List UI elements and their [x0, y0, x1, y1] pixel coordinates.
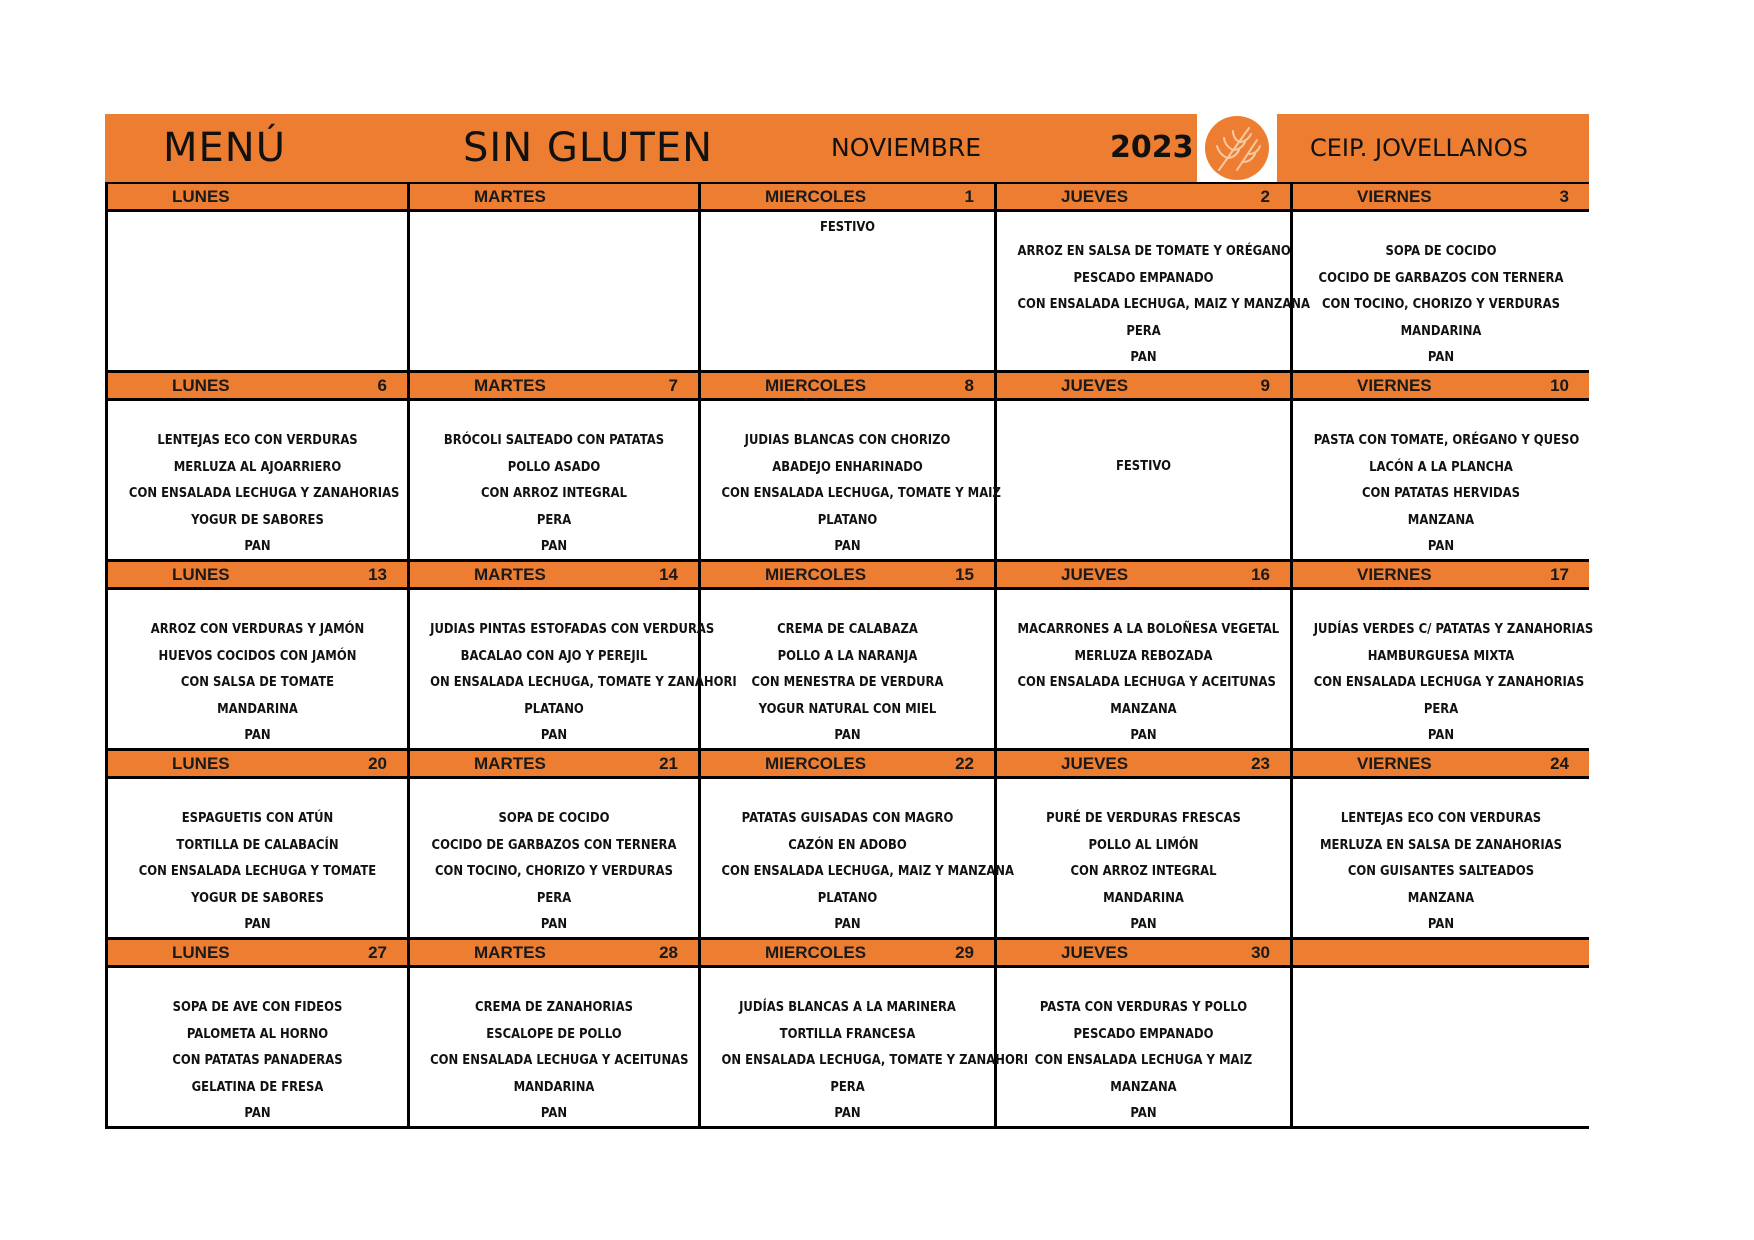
day-number: 30 [1251, 943, 1270, 962]
day-cell [108, 370, 410, 559]
day-header [410, 370, 698, 401]
day-cell [997, 370, 1293, 559]
day-cell [410, 748, 701, 937]
meal-item: CON MENESTRA DE VERDURA [751, 674, 944, 691]
day-menu [1293, 401, 1589, 559]
meal-item: POLLO ASADO [507, 458, 601, 475]
day-cell [410, 937, 701, 1126]
day-cell [701, 370, 1001, 559]
meal-item: JUDÍAS VERDES C/ PATATAS Y ZANAHORIAS [1313, 621, 1594, 637]
meal-item: CON PATATAS HERVIDAS [1361, 485, 1521, 502]
day-cell [1293, 748, 1589, 937]
day-number: 24 [1550, 754, 1569, 773]
meal-item: JUDÍAS BLANCAS A LA MARINERA [739, 999, 956, 1015]
menu-month: NOVIEMBRE [831, 133, 982, 162]
day-cell [701, 182, 997, 370]
meal-item: PURÉ DE VERDURAS FRESCAS [1046, 810, 1241, 826]
day-header [1293, 937, 1589, 968]
day-number: 16 [1251, 565, 1270, 584]
meal-item: CON ARROZ INTEGRAL [480, 485, 628, 502]
day-cell [1293, 937, 1589, 1126]
day-header [410, 559, 698, 590]
meal-list [108, 994, 407, 1127]
day-menu [1293, 779, 1589, 937]
meal-item: JUDIAS BLANCAS CON CHORIZO [744, 432, 951, 448]
meal-list [997, 805, 1290, 938]
day-name: LUNES [172, 565, 230, 584]
meal-item: PERA [536, 889, 572, 906]
meal-item: PAN [540, 538, 568, 555]
day-cell [997, 748, 1293, 937]
meal-list [997, 994, 1290, 1127]
day-header [1293, 559, 1589, 590]
meal-item: MANDARINA [1103, 889, 1184, 906]
day-name: JUEVES [1061, 943, 1129, 962]
day-number: 14 [659, 565, 678, 584]
meal-item: PESCADO EMPANADO [1073, 1025, 1214, 1042]
meal-item: PAN [1427, 916, 1455, 933]
meal-item: BACALAO CON AJO Y PEREJIL [460, 647, 648, 664]
meal-item: PATATAS GUISADAS CON MAGRO [741, 810, 954, 826]
meal-item: YOGUR DE SABORES [191, 889, 324, 906]
meal-item: PALOMETA AL HORNO [186, 1025, 329, 1042]
day-number: 15 [955, 565, 974, 584]
title-bar [105, 114, 1589, 182]
day-menu [410, 590, 737, 748]
meal-list [1293, 427, 1589, 560]
meal-item: PAN [834, 538, 861, 555]
meal-item: PERA [1126, 322, 1161, 339]
day-name: LUNES [172, 943, 230, 962]
meal-list [410, 616, 737, 749]
menu-year: 2023 [1110, 130, 1194, 165]
meal-item: CON ENSALADA LECHUGA Y MAIZ [1034, 1052, 1253, 1069]
week-row [108, 370, 1589, 559]
day-number: 21 [659, 754, 678, 773]
day-number: 8 [964, 376, 974, 395]
meal-item: CREMA DE ZANAHORIAS [475, 999, 633, 1015]
meal-item: PAN [540, 727, 568, 744]
menu-type: SIN GLUTEN [463, 125, 714, 171]
day-cell [701, 937, 1029, 1126]
day-number: 29 [955, 943, 974, 962]
meal-item: POLLO A LA NARANJA [777, 647, 918, 664]
day-header [701, 937, 994, 968]
meal-item: PAN [1130, 1105, 1157, 1122]
day-header [701, 748, 994, 779]
day-name: VIERNES [1357, 187, 1432, 206]
day-number: 22 [955, 754, 974, 773]
day-name: MIERCOLES [765, 565, 867, 584]
day-number: 13 [368, 565, 387, 584]
day-name: JUEVES [1061, 565, 1129, 584]
day-menu [997, 968, 1290, 1126]
meal-list [410, 805, 698, 938]
day-menu [701, 779, 1015, 937]
day-header [108, 182, 407, 212]
day-number: 27 [368, 943, 387, 962]
meal-item: HUEVOS COCIDOS CON JAMÓN [158, 647, 357, 664]
meal-item: CON ENSALADA LECHUGA, MAIZ Y MANZANA [721, 863, 1015, 880]
meal-item: MANZANA [1407, 511, 1475, 528]
meal-item: YOGUR DE SABORES [191, 511, 324, 528]
wheat-icon [1197, 114, 1277, 182]
meal-list [1293, 238, 1589, 371]
day-name: JUEVES [1061, 754, 1129, 773]
school-name: CEIP. JOVELLANOS [1310, 134, 1528, 162]
week-row [108, 559, 1594, 748]
day-header [997, 937, 1290, 968]
day-menu [108, 401, 407, 559]
day-menu [701, 968, 1029, 1126]
day-number: 23 [1251, 754, 1270, 773]
day-name: LUNES [172, 754, 230, 773]
meal-item: PERA [1423, 700, 1459, 717]
day-header [997, 370, 1290, 401]
meal-item: FESTIVO [819, 219, 876, 235]
day-cell [108, 937, 410, 1126]
meal-item: COCIDO DE GARBAZOS CON TERNERA [1318, 269, 1564, 286]
meal-item: ON ENSALADA LECHUGA, TOMATE Y ZANAHORI [721, 1052, 1029, 1069]
day-cell [108, 748, 410, 937]
meal-item: CON TOCINO, CHORIZO Y VERDURAS [1322, 296, 1560, 313]
day-header [701, 370, 994, 401]
meal-item: SOPA DE AVE CON FIDEOS [172, 999, 343, 1015]
meal-item: ON ENSALADA LECHUGA, TOMATE Y ZANAHORI [430, 674, 737, 691]
day-menu [108, 212, 407, 370]
day-number: 7 [668, 376, 678, 395]
day-cell [410, 182, 701, 370]
day-number: 28 [659, 943, 678, 962]
meal-list [1293, 805, 1589, 938]
day-name: MARTES [474, 565, 546, 584]
meal-item: MANDARINA [217, 700, 298, 717]
meal-item: PAN [1130, 349, 1157, 366]
meal-item: SOPA DE COCIDO [1385, 243, 1497, 259]
menu-title: MENÚ [163, 125, 286, 171]
meal-item: CREMA DE CALABAZA [777, 621, 918, 637]
meal-item: MERLUZA REBOZADA [1074, 647, 1213, 664]
meal-item: PAN [244, 1105, 271, 1122]
day-cell [997, 182, 1311, 370]
meal-item: YOGUR NATURAL CON MIEL [758, 700, 937, 717]
meal-item: CON ARROZ INTEGRAL [1070, 863, 1217, 880]
meal-item: CON TOCINO, CHORIZO Y VERDURAS [435, 863, 673, 880]
week-row [108, 748, 1589, 937]
day-number: 1 [964, 187, 974, 206]
meal-item: HAMBURGUESA MIXTA [1367, 647, 1515, 664]
day-cell [108, 182, 410, 370]
day-header [410, 182, 698, 212]
day-number: 17 [1550, 565, 1569, 584]
meal-list [997, 238, 1311, 371]
meal-item: SOPA DE COCIDO [498, 810, 610, 826]
meal-list [701, 994, 1029, 1127]
meal-item: PAN [244, 727, 271, 744]
meal-item: MANZANA [1407, 889, 1475, 906]
day-header [1293, 370, 1589, 401]
meal-item: LENTEJAS ECO CON VERDURAS [1340, 810, 1542, 826]
meal-item: PAN [1130, 916, 1157, 933]
day-cell [997, 559, 1293, 748]
day-name: VIERNES [1357, 376, 1432, 395]
day-header [701, 559, 994, 590]
day-header [108, 748, 407, 779]
meal-list [108, 427, 407, 560]
day-menu [1293, 212, 1589, 370]
meal-item: CON ENSALADA LECHUGA Y ZANAHORIAS [128, 485, 400, 502]
meal-item: COCIDO DE GARBAZOS CON TERNERA [431, 836, 677, 853]
day-header [1293, 748, 1589, 779]
meal-item: BRÓCOLI SALTEADO CON PATATAS [443, 432, 665, 448]
day-name: MARTES [474, 376, 546, 395]
meal-item: PAN [1427, 349, 1455, 366]
meal-item: ARROZ EN SALSA DE TOMATE Y ORÉGANO [1017, 243, 1291, 259]
meal-list [701, 616, 994, 749]
day-name: MARTES [474, 187, 546, 206]
meal-item: CON ENSALADA LECHUGA, MAIZ Y MANZANA [1017, 296, 1311, 313]
day-menu [997, 401, 1290, 559]
meal-item: PAN [1427, 727, 1455, 744]
day-header [997, 182, 1290, 212]
meal-item: TORTILLA FRANCESA [779, 1025, 916, 1042]
meal-item: TORTILLA DE CALABACÍN [176, 836, 339, 853]
meal-item: PAN [540, 916, 568, 933]
day-name: MIERCOLES [765, 187, 867, 206]
day-header [1293, 182, 1589, 212]
day-cell [410, 370, 701, 559]
day-number: 6 [377, 376, 387, 395]
meal-item: ARROZ CON VERDURAS Y JAMÓN [150, 621, 365, 637]
day-name: VIERNES [1357, 565, 1432, 584]
day-menu [410, 212, 698, 370]
day-header [410, 748, 698, 779]
meal-item: CON PATATAS PANADERAS [172, 1052, 343, 1069]
day-cell [410, 559, 737, 748]
day-name: VIERNES [1357, 754, 1432, 773]
day-header [108, 559, 407, 590]
day-name: JUEVES [1061, 187, 1129, 206]
day-menu [108, 968, 407, 1126]
meal-item: PAN [1427, 538, 1455, 555]
day-menu [997, 212, 1311, 370]
day-menu [1293, 590, 1594, 748]
day-header [410, 937, 698, 968]
meal-list [997, 453, 1290, 480]
day-name: LUNES [172, 187, 230, 206]
meal-item: PASTA CON VERDURAS Y POLLO [1039, 999, 1248, 1015]
meal-item: CAZÓN EN ADOBO [788, 836, 907, 853]
week-row [108, 182, 1589, 370]
day-menu [997, 779, 1290, 937]
meal-item: PLATANO [524, 700, 584, 717]
day-header [701, 182, 994, 212]
meal-item: LACÓN A LA PLANCHA [1369, 458, 1513, 475]
meal-list [410, 994, 698, 1127]
meal-item: POLLO AL LIMÓN [1088, 836, 1199, 853]
day-name: MIERCOLES [765, 943, 867, 962]
day-menu [410, 401, 698, 559]
meal-item: PERA [830, 1078, 865, 1095]
meal-list [108, 805, 407, 938]
day-header [997, 559, 1290, 590]
meal-item: MANZANA [1110, 700, 1177, 717]
meal-item: PAN [244, 538, 271, 555]
day-cell [701, 748, 1015, 937]
day-number: 9 [1260, 376, 1270, 395]
meal-item: ESCALOPE DE POLLO [486, 1025, 622, 1042]
day-cell [1293, 559, 1594, 748]
day-cell [1293, 370, 1589, 559]
meal-item: PLATANO [817, 889, 878, 906]
day-number: 20 [368, 754, 387, 773]
meal-item: MACARRONES A LA BOLOÑESA VEGETAL [1017, 621, 1280, 637]
meal-item: MERLUZA AL AJOARRIERO [173, 458, 342, 475]
meal-item: FESTIVO [1115, 458, 1172, 474]
day-cell [1293, 182, 1589, 370]
meal-item: PAN [834, 1105, 861, 1122]
meal-item: ABADEJO ENHARINADO [772, 458, 923, 475]
day-name: JUEVES [1061, 376, 1129, 395]
day-number: 10 [1550, 376, 1569, 395]
meal-item: PASTA CON TOMATE, ORÉGANO Y QUESO [1313, 432, 1580, 448]
meal-item: CON ENSALADA LECHUGA Y ACEITUNAS [1017, 674, 1276, 691]
day-number: 2 [1260, 187, 1270, 206]
day-name: MARTES [474, 754, 546, 773]
day-menu [410, 779, 698, 937]
day-cell [701, 559, 997, 748]
meal-item: PAN [834, 916, 861, 933]
meal-item: PAN [1130, 727, 1157, 744]
day-cell [108, 559, 410, 748]
meal-item: PAN [540, 1105, 568, 1122]
day-menu [701, 590, 994, 748]
menu-calendar [105, 182, 1594, 1129]
meal-list [108, 616, 407, 749]
meal-item: MANDARINA [1400, 322, 1482, 339]
day-name: MIERCOLES [765, 376, 867, 395]
day-menu [108, 779, 407, 937]
day-name: MIERCOLES [765, 754, 867, 773]
meal-list [701, 214, 994, 241]
day-menu [1293, 968, 1589, 1126]
week-row [108, 937, 1589, 1126]
logo [1197, 114, 1277, 182]
meal-item: CON ENSALADA LECHUGA Y ACEITUNAS [430, 1052, 689, 1069]
day-header [997, 748, 1290, 779]
meal-item: PESCADO EMPANADO [1073, 269, 1214, 286]
day-cell [997, 937, 1293, 1126]
day-menu [410, 968, 698, 1126]
meal-item: JUDIAS PINTAS ESTOFADAS CON VERDURAS [430, 621, 715, 637]
meal-item: PAN [244, 916, 271, 933]
meal-item: CON ENSALADA LECHUGA, TOMATE Y MAIZ [721, 485, 1001, 502]
day-header [108, 937, 407, 968]
meal-item: CON ENSALADA LECHUGA Y TOMATE [138, 863, 377, 880]
day-name: LUNES [172, 376, 230, 395]
day-number: 3 [1559, 187, 1569, 206]
meal-list [1293, 616, 1594, 749]
meal-list [701, 427, 1001, 560]
menu-sheet [105, 114, 1594, 1129]
day-menu [701, 401, 1001, 559]
meal-list [410, 427, 698, 560]
day-menu [108, 590, 407, 748]
meal-item: MERLUZA EN SALSA DE ZANAHORIAS [1319, 836, 1563, 853]
meal-item: ESPAGUETIS CON ATÚN [181, 810, 334, 826]
meal-list [701, 805, 1015, 938]
meal-item: CON SALSA DE TOMATE [180, 674, 335, 691]
meal-list [997, 616, 1290, 749]
day-menu [997, 590, 1290, 748]
day-header [108, 370, 407, 401]
meal-item: CON GUISANTES SALTEADOS [1347, 863, 1535, 880]
meal-item: PLATANO [817, 511, 878, 528]
meal-item: MANDARINA [513, 1078, 595, 1095]
meal-item: PERA [536, 511, 572, 528]
meal-item: PAN [834, 727, 861, 744]
meal-item: LENTEJAS ECO CON VERDURAS [157, 432, 358, 448]
meal-item: MANZANA [1110, 1078, 1177, 1095]
meal-item: GELATINA DE FRESA [191, 1078, 324, 1095]
day-name: MARTES [474, 943, 546, 962]
meal-item: CON ENSALADA LECHUGA Y ZANAHORIAS [1313, 674, 1585, 691]
day-menu [701, 212, 994, 370]
